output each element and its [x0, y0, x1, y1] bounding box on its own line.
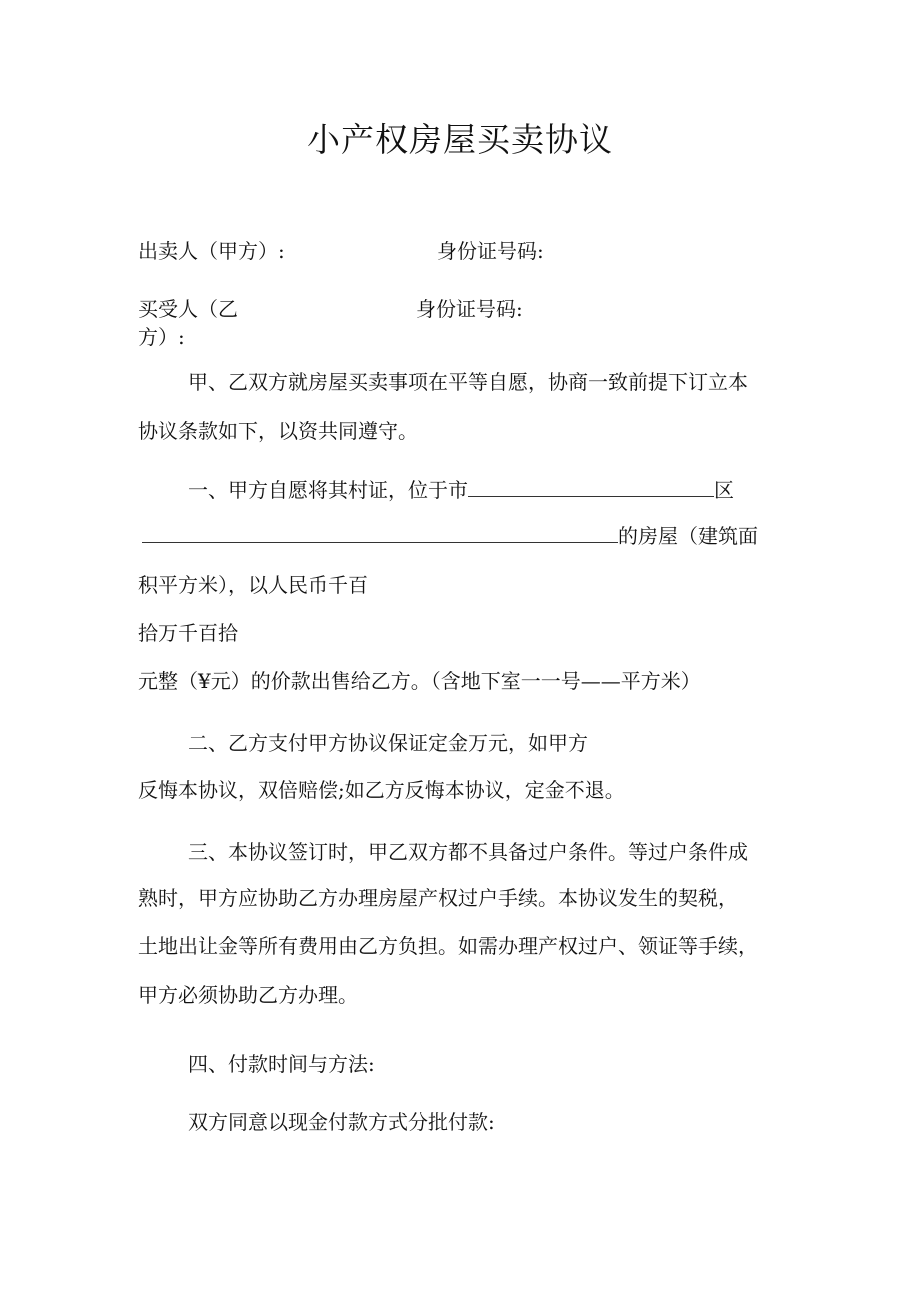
clause4-heading: 四、付款时间与方法:	[188, 1052, 375, 1076]
clause1-line4: 拾万千百拾	[138, 621, 238, 645]
clause1-text-a: 一、甲方自愿将其村证，位于市	[188, 478, 468, 502]
clause2-line2: 反悔本协议，双倍赔偿;如乙方反悔本协议，定金不退。	[138, 778, 625, 802]
clause3-line2: 熟时，甲方应协助乙方办理房屋产权过户手续。本协议发生的契税，	[138, 886, 738, 910]
clause2-line1: 二、乙方支付甲方协议保证定金万元，如甲方	[188, 731, 588, 755]
clause3-line4: 甲方必须协助乙方办理。	[138, 983, 358, 1007]
clause1-line1	[188, 478, 734, 502]
clause1-text-c: 的房屋（建筑面	[618, 524, 758, 548]
buyer-label-line2: 方）:	[138, 325, 185, 349]
clause1-line2	[142, 524, 758, 548]
address-blank	[142, 524, 618, 543]
clause1-line5: 元整（¥元）的价款出售给乙方。（含地下室一一号——平方米）	[138, 669, 701, 693]
city-blank	[468, 478, 714, 497]
clause1-line3: 积平方米），以人民币千百	[138, 573, 368, 597]
document-title: 小产权房屋买卖协议	[307, 120, 613, 159]
buyer-id-label: 身份证号码:	[416, 297, 523, 321]
seller-label: 出卖人（甲方）:	[138, 239, 285, 263]
clause4-line1: 双方同意以现金付款方式分批付款:	[188, 1110, 495, 1134]
intro-line2: 协议条款如下，以资共同遵守。	[138, 419, 418, 443]
clause1-text-b: 区	[714, 478, 734, 502]
clause3-line1: 三、本协议签订时，甲乙双方都不具备过户条件。等过户条件成	[188, 840, 748, 864]
buyer-label-line1: 买受人（乙	[138, 297, 238, 321]
clause3-line3: 土地出让金等所有费用由乙方负担。如需办理产权过户、领证等手续，	[138, 934, 758, 958]
seller-id-label: 身份证号码:	[437, 239, 544, 263]
intro-line1: 甲、乙双方就房屋买卖事项在平等自愿，协商一致前提下订立本	[188, 370, 748, 394]
